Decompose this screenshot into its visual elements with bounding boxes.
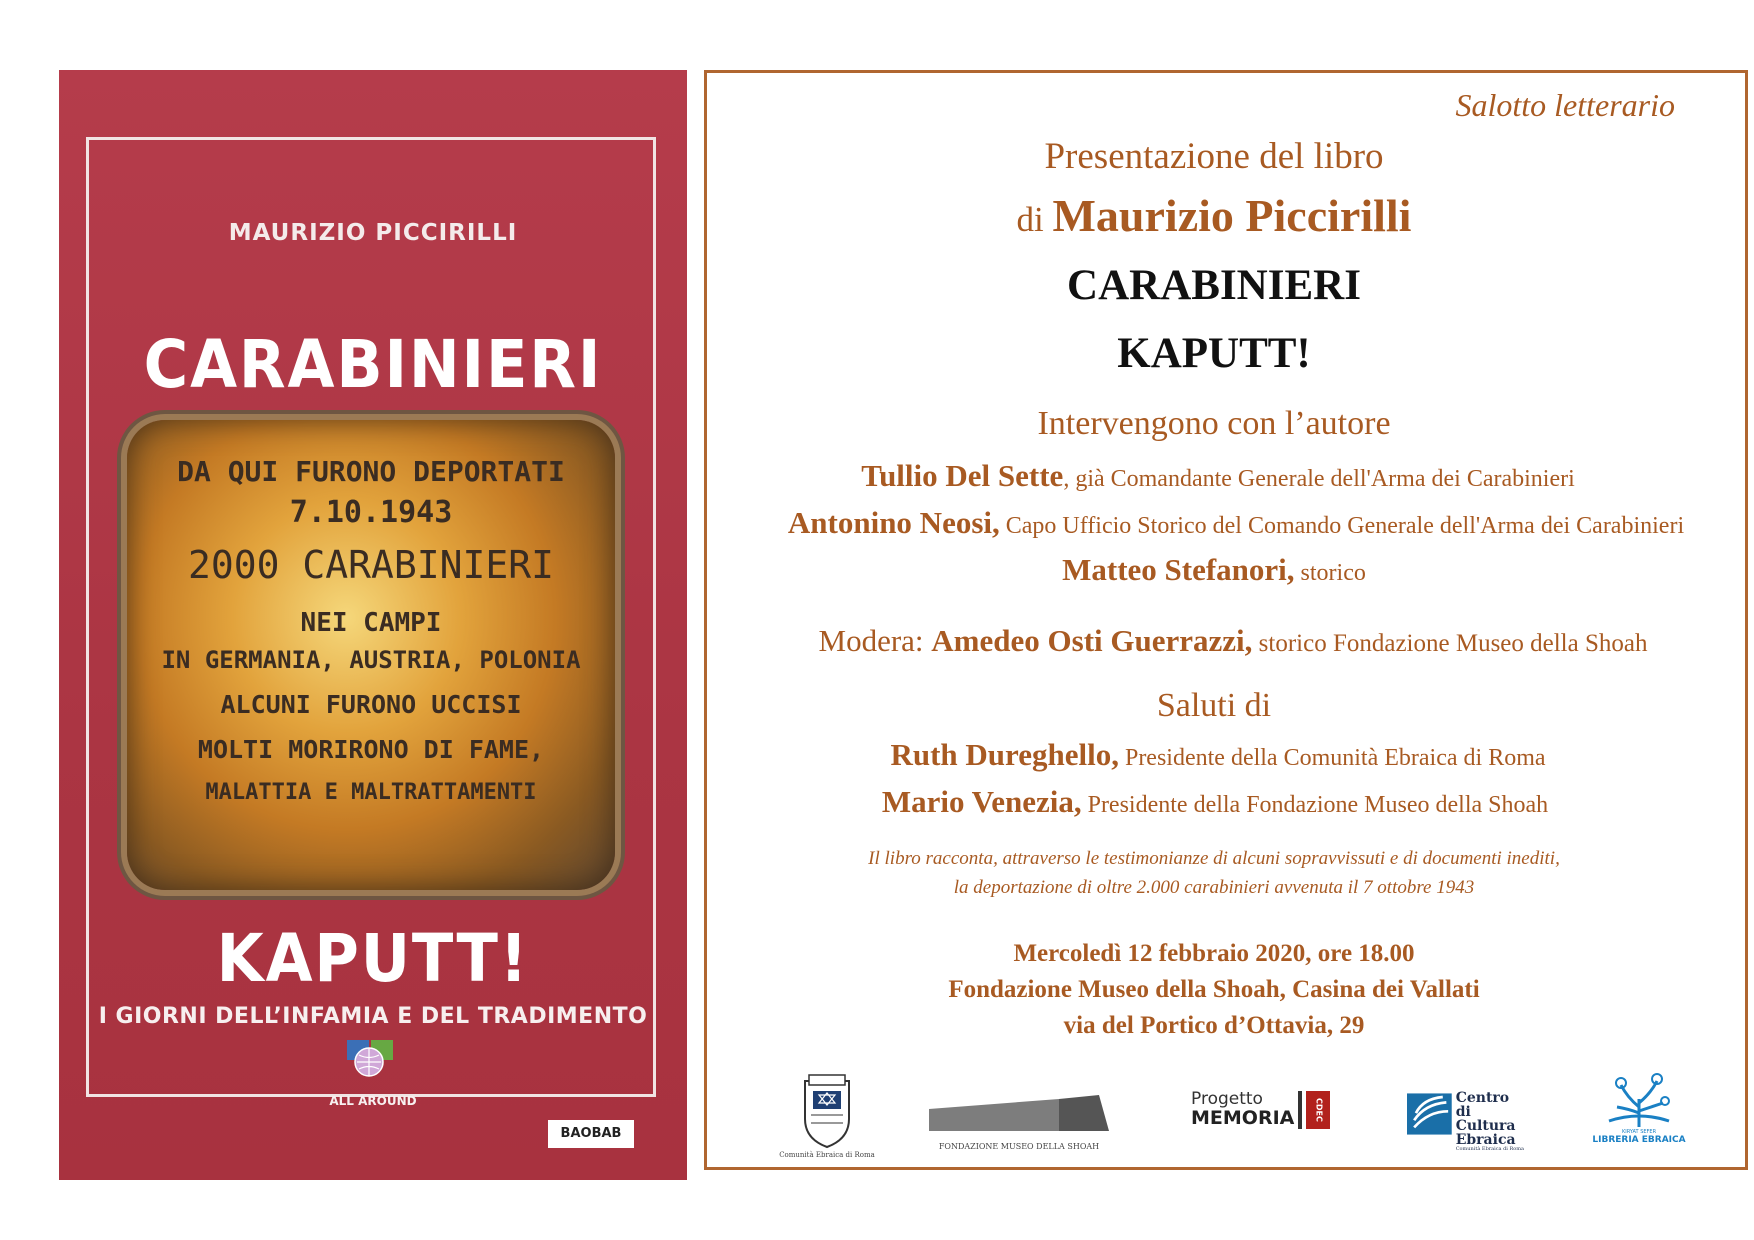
book-cover	[59, 70, 687, 1180]
speaker-role: già Comandante Generale dell'Arma dei Carabinieri	[1069, 466, 1575, 492]
greeting-role: Presidente della Comunità Ebraica di Roma	[1118, 745, 1546, 771]
logo-caption: LIBRERIA EBRAICA	[1592, 1135, 1686, 1145]
logo-tag: KIRYAT SEFER	[1621, 1129, 1657, 1135]
speaker-role: Capo Ufficio Storico del Comando Generale dell'Arma dei Carabinieri	[999, 513, 1685, 539]
speaker-line	[691, 458, 1745, 494]
cover-subtitle: I GIORNI DELL’INFAMIA E DEL TRADIMENTO	[98, 1004, 648, 1029]
speaker-name: Tullio Del Sette	[861, 458, 1064, 493]
greeting-line	[691, 737, 1745, 773]
speaker-role: storico	[1294, 560, 1366, 586]
logo-libreria-ebraica	[1589, 1073, 1689, 1145]
book-title-line1: CARABINIERI	[1067, 262, 1361, 309]
cover-title-line1: CARABINIERI	[143, 326, 603, 403]
greeting-line	[685, 784, 1745, 820]
publisher-logo-icon	[345, 1038, 397, 1080]
moderator-role: storico Fondazione Museo della Shoah	[1252, 630, 1648, 657]
plaque-line: NEI CAMPI	[300, 608, 442, 638]
logo-text: di Cultura	[1455, 1104, 1516, 1134]
speakers-heading: Intervengono con l’autore	[1037, 405, 1391, 442]
logo-centro-cultura	[1407, 1091, 1527, 1152]
plaque-line: MOLTI MORIRONO DI FAME,	[197, 735, 545, 764]
series-tag: BAOBAB	[548, 1120, 634, 1148]
logo-text: MEMORIA	[1191, 1107, 1295, 1130]
logo-caption: Comunità Ebraica di Roma	[779, 1151, 875, 1159]
plaque-line: IN GERMANIA, AUSTRIA, POLONIA	[161, 646, 581, 674]
author-name: Maurizio Piccirilli	[1052, 190, 1412, 241]
logo-tag: CDEC	[1306, 1091, 1330, 1129]
moderator-label: Modera:	[818, 623, 932, 658]
event-place: Fondazione Museo della Shoah, Casina dei Vallati	[948, 976, 1480, 1003]
moderator-line	[721, 623, 1745, 659]
plaque-line: ALCUNI FURONO UCCISI	[220, 690, 522, 719]
plaque-line: 7.10.1943	[289, 495, 453, 530]
cover-author: MAURIZIO PICCIRILLI	[228, 220, 518, 246]
speaker-name: Antonino Neosi,	[787, 505, 1000, 540]
memorial-plaque	[127, 420, 615, 890]
speaker-line	[683, 552, 1745, 588]
kicker: Salotto letterario	[1455, 87, 1675, 123]
plaque-text	[127, 455, 615, 805]
greeting-name: Mario Venezia,	[881, 784, 1082, 819]
logo-fondazione-museo	[929, 1091, 1109, 1151]
logo-text: Ebraica	[1455, 1132, 1516, 1148]
museum-building-icon	[929, 1091, 1109, 1137]
logo-text: Progetto	[1191, 1089, 1263, 1110]
heading: Presentazione del libro	[1044, 136, 1384, 177]
logo-text: Centro	[1455, 1090, 1510, 1106]
logo-progetto-memoria	[1191, 1091, 1331, 1129]
speaker-sep: ,	[1063, 466, 1070, 492]
publisher-name: ALL AROUND	[329, 1094, 417, 1108]
sponsor-logos	[707, 1073, 1745, 1163]
greeting-name: Ruth Dureghello,	[890, 737, 1119, 772]
crest-icon	[797, 1073, 857, 1151]
logo-caption: FONDAZIONE MUSEO DELLA SHOAH	[938, 1142, 1100, 1151]
greetings-heading: Saluti di	[1156, 687, 1272, 724]
logo-caption: Comunità Ebraica di Roma	[1455, 1146, 1524, 1152]
logo-comunita-ebraica	[777, 1073, 877, 1159]
invitation-card	[704, 70, 1748, 1170]
plaque-line: DA QUI FURONO DEPORTATI	[177, 455, 565, 488]
wave-logo-icon	[1407, 1091, 1452, 1137]
cover-title-line2: KAPUTT!	[216, 920, 530, 997]
author-prefix: di	[1016, 200, 1044, 239]
speaker-line	[727, 505, 1745, 541]
description-line2: la deportazione di oltre 2.000 carabinieri avvenuta il 7 ottobre 1943	[953, 877, 1475, 898]
description-line1: Il libro racconta, attraverso le testimonianze di alcuni sopravvissuti e di documenti inediti,	[868, 848, 1560, 869]
author-line	[683, 189, 1745, 242]
plaque-line: MALATTIA E MALTRATTAMENTI	[205, 780, 537, 805]
tree-books-icon	[1599, 1073, 1679, 1129]
moderator-name: Amedeo Osti Guerrazzi,	[931, 623, 1253, 658]
speaker-name: Matteo Stefanori,	[1062, 552, 1295, 587]
greeting-role: Presidente della Fondazione Museo della Shoah	[1081, 792, 1549, 818]
book-title-line2: KAPUTT!	[1117, 330, 1311, 377]
event-date: Mercoledì 12 febbraio 2020, ore 18.00	[1013, 940, 1415, 967]
plaque-line: 2000 CARABINIERI	[187, 543, 555, 587]
event-address: via del Portico d’Ottavia, 29	[1063, 1012, 1365, 1039]
